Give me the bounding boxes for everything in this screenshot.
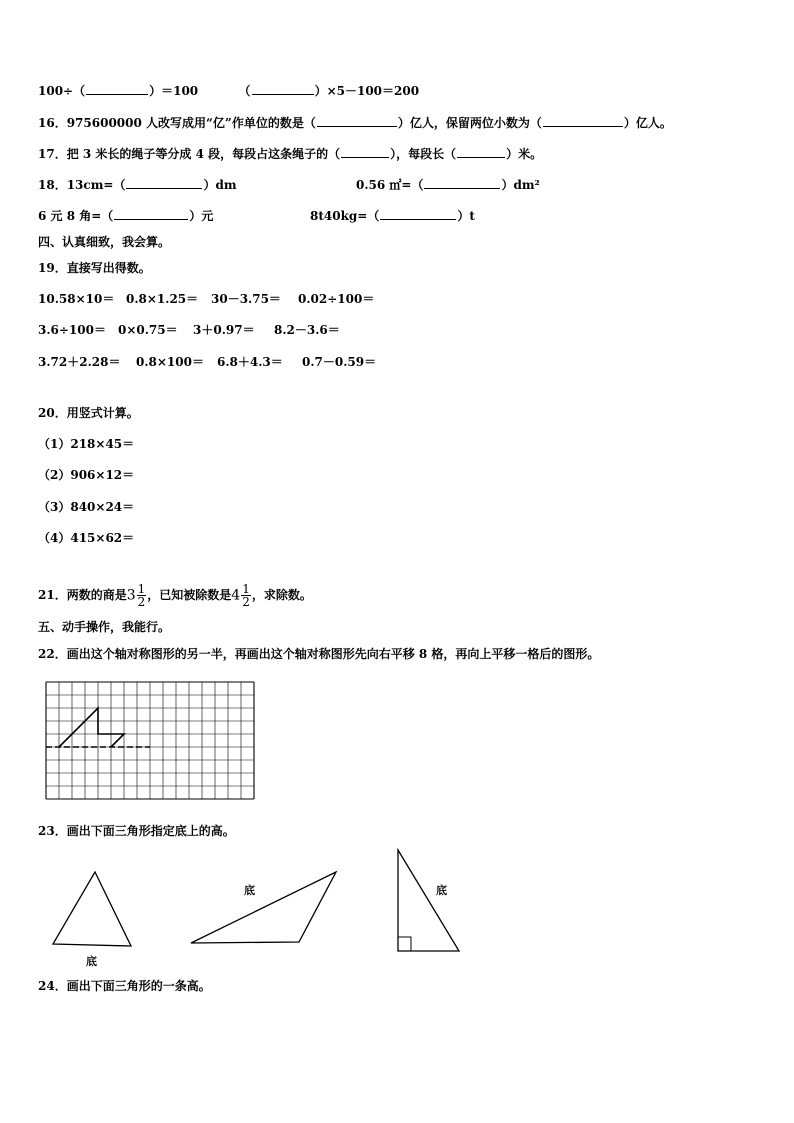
triangle-shape (191, 872, 336, 943)
calc-item: 0×0.75＝ (118, 323, 178, 337)
base-label: 底 (244, 884, 255, 897)
text: ）亿人，保留两位小数为（ (397, 116, 542, 130)
answer-blank[interactable] (252, 83, 314, 95)
text: ）t (457, 209, 475, 223)
text: ，已知被除数是 (147, 588, 232, 602)
fraction (241, 583, 251, 608)
text: ）×5－100＝200 (314, 84, 420, 98)
text: （ (238, 84, 251, 98)
text: 8t40kg=（ (310, 209, 380, 223)
text: ），每段长（ (390, 147, 457, 161)
mixed-number-whole: 4 (231, 587, 241, 604)
question-18d (310, 208, 475, 224)
question-23-title: 23．画出下面三角形指定底上的高。 (38, 824, 235, 838)
answer-blank[interactable] (126, 177, 202, 189)
numerator: 1 (242, 582, 250, 596)
vertical-calc-item: （2）906×12＝ (38, 468, 135, 482)
vertical-calc-item: （1）218×45＝ (38, 437, 135, 451)
text: ）米。 (506, 147, 543, 161)
calc-item: 0.8×1.25＝ (126, 292, 199, 306)
vertical-calc-item: （3）840×24＝ (38, 500, 135, 514)
denominator: 2 (242, 595, 250, 609)
answer-blank[interactable] (543, 115, 623, 127)
text: 16．975600000 人改写成用“亿”作单位的数是（ (38, 116, 316, 130)
question-20-title: 20．用竖式计算。 (38, 406, 139, 420)
denominator: 2 (137, 595, 146, 609)
question-24: 24．画出下面三角形的一条高。 (38, 979, 211, 993)
text: ，求除数。 (251, 588, 312, 602)
question-19-title: 19．直接写出得数。 (38, 261, 151, 275)
answer-blank[interactable] (380, 208, 456, 220)
question-15-continued (38, 83, 419, 99)
text: ）元 (189, 209, 214, 223)
calc-item: 6.8＋4.3＝ (217, 355, 283, 369)
calc-item: 3.6÷100＝ (38, 323, 106, 337)
question-16 (38, 115, 672, 131)
calc-item: 0.8×100＝ (136, 355, 204, 369)
answer-blank[interactable] (317, 115, 397, 127)
triangle-3[interactable] (397, 849, 461, 953)
question-18a (38, 177, 237, 193)
text: ）＝100 (149, 84, 199, 98)
triangle-1[interactable] (52, 871, 132, 947)
answer-blank[interactable] (424, 177, 500, 189)
text: 18．13cm=（ (38, 178, 126, 192)
calc-item: 30－3.75＝ (211, 292, 281, 306)
text: 0.56 ㎡=（ (356, 178, 424, 192)
text: 21．两数的商是 (38, 588, 127, 602)
section-5-heading: 五、动手操作，我能行。 (38, 620, 171, 634)
fraction (137, 583, 147, 608)
text: ）亿人。 (623, 116, 672, 130)
half-figure (59, 708, 124, 747)
numerator: 1 (137, 582, 146, 596)
base-label: 底 (86, 955, 97, 968)
right-angle-mark (398, 937, 411, 951)
calc-item: 3.72＋2.28＝ (38, 355, 121, 369)
calc-item: 10.58×10＝ (38, 292, 115, 306)
answer-blank[interactable] (114, 208, 188, 220)
calc-item: 3＋0.97＝ (193, 323, 255, 337)
vertical-calc-item: （4）415×62＝ (38, 531, 135, 545)
question-18c (38, 208, 213, 224)
question-21 (38, 580, 312, 611)
question-22: 22．画出这个轴对称图形的另一半，再画出这个轴对称图形先向右平移 8 格，再向上平移一格后的图形。 (38, 647, 600, 661)
text: ）dm (203, 178, 237, 192)
text: 100÷（ (38, 84, 86, 98)
calc-item: 0.02÷100＝ (298, 292, 375, 306)
text: ）dm² (501, 178, 540, 192)
drawing-grid[interactable] (45, 681, 257, 802)
answer-blank[interactable] (341, 146, 389, 158)
mixed-number-whole: 3 (126, 587, 136, 604)
section-4-heading: 四、认真细致，我会算。 (38, 235, 171, 249)
text: 17．把 3 米长的绳子等分成 4 段，每段占这条绳子的（ (38, 147, 341, 161)
triangle-shape (53, 872, 131, 946)
triangle-2[interactable] (190, 871, 338, 945)
answer-blank[interactable] (86, 83, 148, 95)
text: 6 元 8 角=（ (38, 209, 114, 223)
triangle-shape (398, 850, 459, 951)
calc-item: 8.2－3.6＝ (274, 323, 340, 337)
base-label: 底 (436, 884, 447, 897)
calc-item: 0.7－0.59＝ (302, 355, 377, 369)
question-18b (356, 177, 540, 193)
question-17 (38, 146, 542, 162)
answer-blank[interactable] (457, 146, 505, 158)
